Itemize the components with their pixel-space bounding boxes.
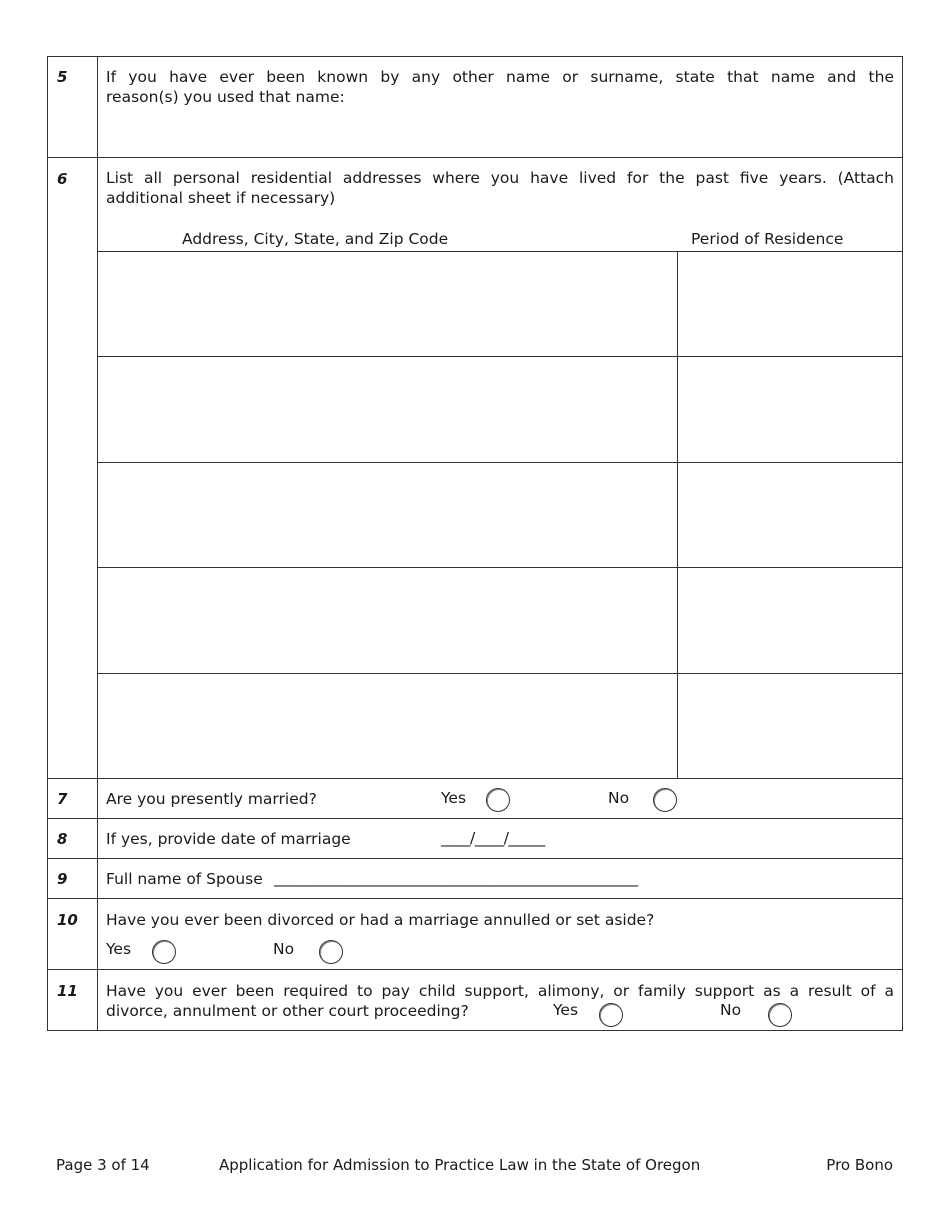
q10-no-label: No [273,940,295,958]
q10-yes-label: Yes [106,940,132,958]
address-cell-2[interactable] [98,357,676,462]
row-divider [47,157,903,158]
footer-title: Application for Admission to Practice Law in the State of Oregon [219,1156,701,1174]
other-name-answer-area[interactable] [98,110,902,156]
question-number-9: 9 [57,870,68,888]
period-column-header: Period of Residence [691,230,844,248]
period-cell-3[interactable] [678,463,902,567]
question-6-line1: List all personal residential addresses where you have lived for the past five years. (Attach [106,169,894,187]
question-number-6: 6 [57,170,68,188]
address-cell-3[interactable] [98,463,676,567]
marriage-date-field[interactable]: ____/____/_____ [441,829,545,847]
q10-yes-radio[interactable] [152,940,176,964]
period-cell-1[interactable] [678,252,902,356]
table-top-border [47,56,903,57]
q10-no-radio[interactable] [319,940,343,964]
question-number-8: 8 [57,830,68,848]
question-11-line2: divorce, annulment or other court proceeding? [106,1002,469,1020]
table-left-border [47,56,48,1031]
address-cell-5[interactable] [98,674,676,778]
question-number-5: 5 [57,68,68,86]
question-11-line1: Have you ever been required to pay child support, alimony, or family support as a result of a [106,982,894,1000]
address-column-header: Address, City, State, and Zip Code [182,230,449,248]
question-number-11: 11 [57,982,78,1000]
question-number-7: 7 [57,790,68,808]
spouse-name-field[interactable]: _____________________________________________________ [274,869,638,887]
question-5-line2: reason(s) you used that name: [106,88,345,106]
question-10-text: Have you ever been divorced or had a marriage annulled or set aside? [106,911,655,929]
question-5-line1: If you have ever been known by any other name or surname, state that name and the [106,68,894,86]
question-7-text: Are you presently married? [106,790,317,808]
period-cell-5[interactable] [678,674,902,778]
q11-no-radio[interactable] [768,1003,792,1027]
q7-yes-radio[interactable] [486,788,510,812]
address-cell-4[interactable] [98,568,676,673]
question-8-text: If yes, provide date of marriage [106,830,351,848]
address-cell-1[interactable] [98,252,676,356]
q11-yes-label: Yes [553,1001,579,1019]
row-divider [47,969,903,970]
period-cell-2[interactable] [678,357,902,462]
table-bottom-border [47,1030,903,1031]
row-divider [47,818,903,819]
row-divider [47,858,903,859]
row-divider [47,778,903,779]
q11-yes-radio[interactable] [599,1003,623,1027]
footer-page-number: Page 3 of 14 [56,1156,150,1174]
footer-right-label: Pro Bono [826,1156,893,1174]
period-cell-4[interactable] [678,568,902,673]
question-6-line2: additional sheet if necessary) [106,189,336,207]
table-right-border [902,56,903,1031]
question-9-text: Full name of Spouse [106,870,263,888]
q11-no-label: No [720,1001,742,1019]
question-number-10: 10 [57,911,78,929]
row-divider [47,898,903,899]
q7-no-label: No [608,789,630,807]
q7-no-radio[interactable] [653,788,677,812]
q7-yes-label: Yes [441,789,467,807]
